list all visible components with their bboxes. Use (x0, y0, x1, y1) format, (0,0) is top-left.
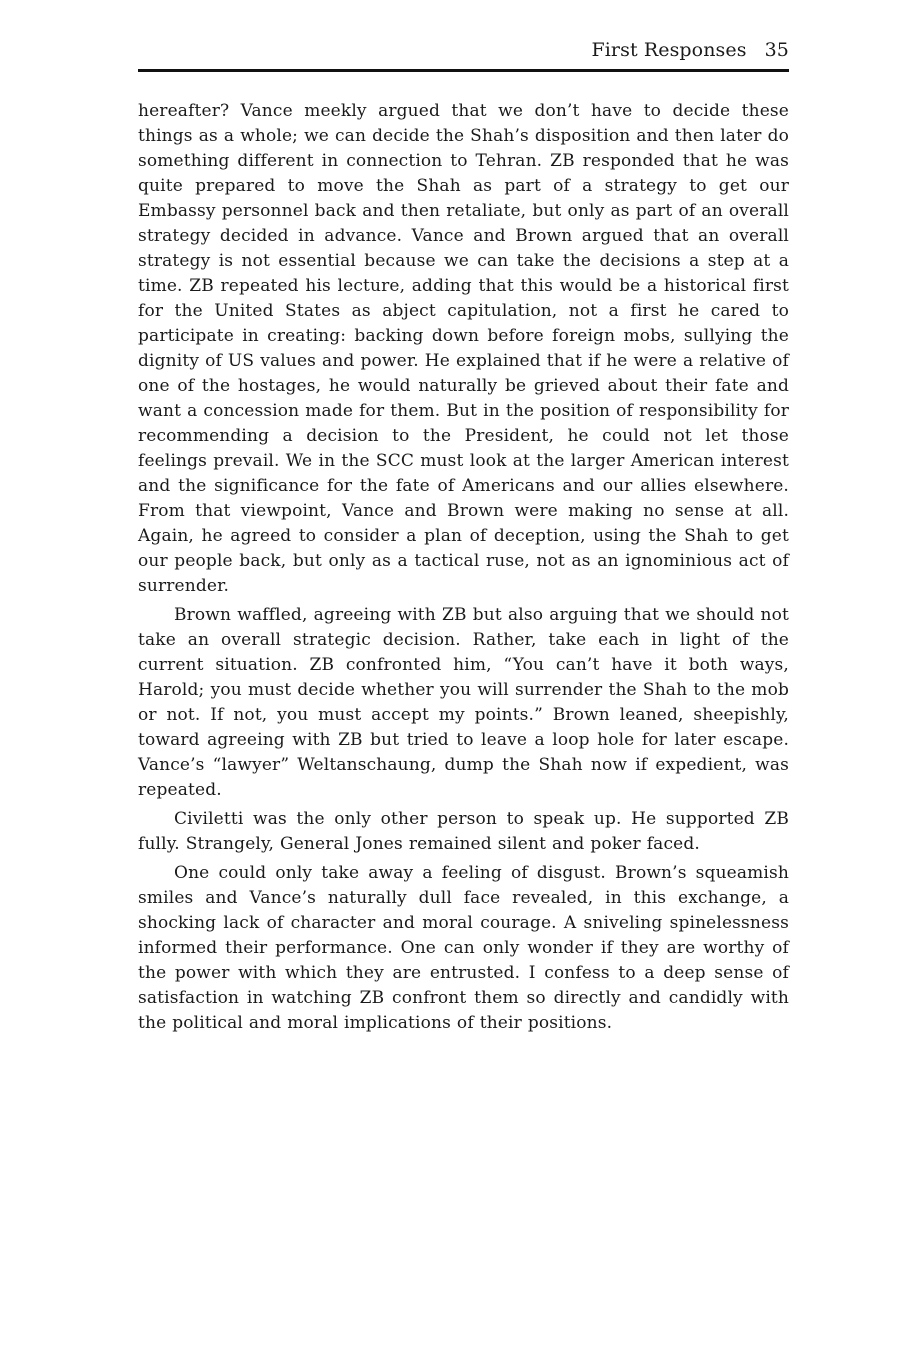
header-rule (138, 69, 789, 72)
page-number: 35 (764, 39, 789, 61)
body-text (138, 99, 789, 1040)
paragraph: Brown waffled, agreeing with ZB but also arguing that we should not take an overall strategic decision. Rather, take each in light of the current situation. ZB confronted him, “You can’t have it both ways, Harold; you must decide whether you will surrender the Shah to the mob or not. If not, you must accept my points.” Brown leaned, sheepishly, toward agreeing with ZB but tried to leave a loop hole for later escape. Vance’s “lawyer” Weltanschaung, dump the Shah now if expedient, was repeated. (138, 605, 789, 800)
paragraph: Civiletti was the only other person to speak up. He supported ZB fully. Strangely, General Jones remained silent and poker faced. (138, 809, 789, 854)
chapter-title: First Responses (591, 39, 747, 61)
running-header (138, 36, 789, 64)
paragraph: One could only take away a feeling of disgust. Brown’s squeamish smiles and Vance’s naturally dull face revealed, in this exchange, a shocking lack of character and moral courage. A sniveling spinelessness informed their performance. One can only wonder if they are worthy of the power with which they are entrusted. I confess to a deep sense of satisfaction in watching ZB confront them so directly and candidly with the political and moral implications of their positions. (138, 863, 789, 1033)
paragraph: hereafter? Vance meekly argued that we don’t have to decide these things as a whole; we can decide the Shah’s disposition and then later do something different in connection to Tehran. ZB responded that he was quite prepared to move the Shah as part of a strategy to get our Embassy personnel back and then retaliate, but only as part of an overall strategy decided in advance. Vance and Brown argued that an overall strategy is not essential because we can take the decisions a step at a time. ZB repeated his lecture, adding that this would be a historical first for the United States as abject capitulation, not a first he cared to participate in creating: backing down before foreign mobs, sullying the dignity of US values and power. He explained that if he were a relative of one of the hostages, he would naturally be grieved about their fate and want a concession made for them. But in the position of responsibility for recommending a decision to the President, he could not let those feelings prevail. We in the SCC must look at the larger American interest and the significance for the fate of Americans and our allies elsewhere. From that viewpoint, Vance and Brown were making no sense at all. Again, he agreed to consider a plan of deception, using the Shah to get our people back, but only as a tactical ruse, not as an ignominious act of surrender. (138, 101, 789, 596)
